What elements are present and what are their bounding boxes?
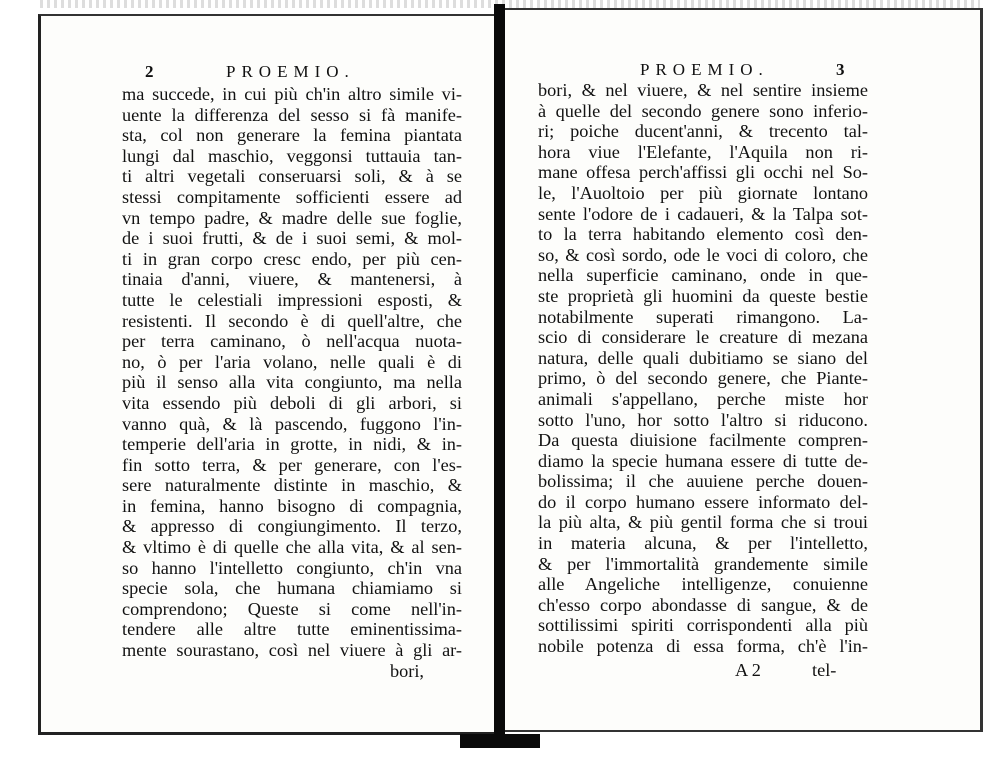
text-line: vita essendo più deboli di gli arbori, si bbox=[122, 392, 462, 413]
text-line: ti in gran corpo cresc endo, per più cen- bbox=[122, 248, 462, 269]
text-line: fin sotto terra, & per generare, con l'es- bbox=[122, 454, 462, 475]
text-line: temperie dell'aria in grotte, in nidi, & in- bbox=[122, 434, 462, 455]
text-line: le, l'Auoltoio per più giornate lontano bbox=[538, 182, 868, 203]
left-page-number: 2 bbox=[145, 62, 154, 81]
left-running-head: PROEMIO. bbox=[226, 62, 355, 81]
text-line: no, ò per l'aria volano, nelle quali è di bbox=[122, 351, 462, 372]
signature-mark: A 2 bbox=[735, 660, 761, 680]
text-line: bolissima; il che auuiene perche douen- bbox=[538, 471, 868, 492]
text-line: lungi dal maschio, veggonsi tuttauia tan- bbox=[122, 145, 462, 166]
text-line: sottilissimi spiriti corrispondenti alla più bbox=[538, 615, 868, 636]
text-line: per terra caminano, ò nell'acqua nuota- bbox=[122, 331, 462, 352]
text-line: & appresso di congiungimento. Il terzo, bbox=[122, 516, 462, 537]
text-line: ti altri vegetali conseruarsi soli, & à se bbox=[122, 166, 462, 187]
right-running-head: PROEMIO. bbox=[640, 60, 769, 79]
text-line: specie sola, che humana chiamiamo si bbox=[122, 578, 462, 599]
text-line: ch'esso corpo abondasse di sangue, & de bbox=[538, 594, 868, 615]
right-page-number: 3 bbox=[836, 60, 845, 79]
text-line: sta, col non generare la femina piantata bbox=[122, 125, 462, 146]
text-line: à quelle del secondo genere sono inferio- bbox=[538, 100, 868, 121]
text-line: & vltimo è di quelle che alla vita, & al sen- bbox=[122, 537, 462, 558]
right-text-column bbox=[538, 80, 868, 657]
text-line: tendere alle altre tutte eminentissima- bbox=[122, 619, 462, 640]
text-line: natura, delle quali dubitiamo se siano del bbox=[538, 347, 868, 368]
text-line: do il corpo humano essere informato del- bbox=[538, 491, 868, 512]
text-line: vanno quà, & là pascendo, fuggono l'in- bbox=[122, 413, 462, 434]
text-line: nobile potenza di essa forma, ch'è l'in- bbox=[538, 636, 868, 657]
text-line: hora viue l'Elefante, l'Aquila non ri- bbox=[538, 141, 868, 162]
text-line: la più alta, & più gentil forma che si troui bbox=[538, 512, 868, 533]
text-line: de i suoi frutti, & de i suoi semi, & mol- bbox=[122, 228, 462, 249]
text-line: bori, bbox=[389, 660, 424, 681]
text-line: notabilmente superati rimangono. La- bbox=[538, 306, 868, 327]
text-line: più il senso alla vita congiunto, ma nella bbox=[122, 372, 462, 393]
scan-margin bbox=[0, 0, 40, 757]
text-line: sente l'odore de i cadaueri, & la Talpa sot- bbox=[538, 203, 868, 224]
text-line: stessi compitamente sofficienti essere ad bbox=[122, 186, 462, 207]
text-line: scio di considerare le creature di mezana bbox=[538, 327, 868, 348]
left-text-column bbox=[122, 84, 462, 681]
text-line: mente sourastano, così nel viuere à gli ar- bbox=[122, 640, 462, 661]
text-line: in femina, hanno bisogno di compagnia, bbox=[122, 495, 462, 516]
text-line: tutte le celestiali impressioni esposti, & bbox=[122, 289, 462, 310]
text-line: ma succede, in cui più ch'in altro simile vi- bbox=[122, 84, 462, 104]
text-line: alle Angeliche intelligenze, conuienne bbox=[538, 574, 868, 595]
text-line: ste proprietà gli huomini da queste bestie bbox=[538, 285, 868, 306]
text-line: nella superficie caminano, onde in que- bbox=[538, 265, 868, 286]
text-line: sere naturalmente distinte in maschio, & bbox=[122, 475, 462, 496]
text-line: so hanno l'intelletto congiunto, ch'in vna bbox=[122, 557, 462, 578]
text-line: animali s'appellano, perche miste hor bbox=[538, 388, 868, 409]
text-line: so, & così sordo, ode le voci di coloro, che bbox=[538, 244, 868, 265]
text-line: & per l'immortalità grandemente simile bbox=[538, 553, 868, 574]
text-line: resistenti. Il secondo è di quell'altre, che bbox=[122, 310, 462, 331]
book-gutter bbox=[494, 4, 505, 744]
text-line: Da questa diuisione facilmente compren- bbox=[538, 430, 868, 451]
book-gutter-foot bbox=[460, 734, 540, 748]
text-line: in materia alcuna, & per l'intelletto, bbox=[538, 533, 868, 554]
text-line: tinaia d'anni, viuere, & mantenersi, à bbox=[122, 269, 462, 290]
catchword: tel- bbox=[812, 660, 837, 680]
text-line: ri; poiche ducent'anni, & trecento tal- bbox=[538, 121, 868, 142]
text-line: sotto l'uno, hor sotto l'altro si riducono. bbox=[538, 409, 868, 430]
text-line: vn tempo padre, & madre delle sue foglie, bbox=[122, 207, 462, 228]
text-line: comprendono; Queste si come nell'in- bbox=[122, 598, 462, 619]
scan-edge bbox=[40, 0, 980, 8]
text-line: primo, ò del secondo genere, che Piante- bbox=[538, 368, 868, 389]
text-line: diamo la specie humana essere di tutte de- bbox=[538, 450, 868, 471]
text-line: uente la differenza del sesso si fà manife- bbox=[122, 104, 462, 125]
text-line: bori, & nel viuere, & nel sentire insieme bbox=[538, 80, 868, 100]
text-line: to la terra habitando elemento così den- bbox=[538, 224, 868, 245]
text-line: mane offesa perch'affissi gli occhi nel So- bbox=[538, 162, 868, 183]
